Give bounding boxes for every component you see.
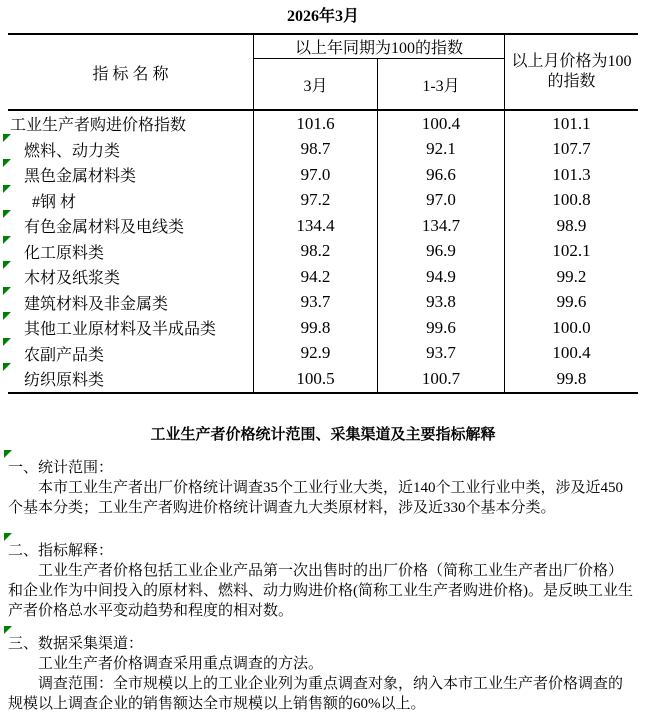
row-value-ytd: 94.9 — [377, 264, 504, 290]
row-value-mom: 99.8 — [504, 366, 638, 392]
table-row — [8, 315, 638, 341]
row-value-mom: 102.1 — [504, 239, 638, 265]
row-label: 纺织原料类 — [24, 372, 105, 390]
row-value-ytd: 97.0 — [377, 188, 504, 214]
green-flag-marker-icon — [4, 533, 12, 541]
section-title: 三、数据采集渠道： — [8, 635, 144, 652]
green-flag-marker-icon — [3, 134, 11, 142]
header-ytd: 1-3月 — [377, 59, 504, 109]
row-value-month: 92.9 — [253, 341, 377, 367]
row-value-ytd: 134.7 — [377, 213, 504, 239]
row-label: #钢 材 — [32, 193, 77, 211]
section-paragraph: 本市工业生产者出厂价格统计调查35个工业行业大类，近140个工业行业中类，涉及近450个基本分类；工业生产者购进价格统计调查九大类原材料，涉及近330个基本分类。 — [8, 479, 624, 516]
row-value-month: 93.7 — [253, 290, 377, 316]
table-row — [8, 264, 638, 290]
green-flag-marker-icon — [3, 287, 11, 295]
table-row — [8, 239, 638, 265]
green-flag-marker-icon — [3, 185, 11, 193]
row-value-month: 94.2 — [253, 264, 377, 290]
table-row — [8, 188, 638, 214]
row-value-ytd: 99.6 — [377, 315, 504, 341]
green-flag-marker-icon — [3, 261, 11, 269]
row-value-month: 98.7 — [253, 137, 377, 163]
page-title: 2026年3月 — [286, 8, 359, 25]
table-row — [8, 341, 638, 367]
row-value-ytd: 93.7 — [377, 341, 504, 367]
row-label: 有色金属材料及电线类 — [24, 219, 185, 237]
green-flag-marker-icon — [3, 210, 11, 218]
header-yoy-group: 以上年同期为100的指数 — [253, 35, 504, 59]
row-value-mom: 98.9 — [504, 213, 638, 239]
header-month: 3月 — [253, 59, 377, 109]
table-row — [8, 213, 638, 239]
row-value-month: 98.2 — [253, 239, 377, 265]
green-flag-marker-icon — [3, 363, 11, 371]
row-label: 建筑材料及非金属类 — [24, 295, 169, 313]
row-value-month: 99.8 — [253, 315, 377, 341]
green-flag-marker-icon — [3, 312, 11, 320]
row-value-month: 97.0 — [253, 162, 377, 188]
row-value-mom: 101.3 — [504, 162, 638, 188]
table-row — [8, 290, 638, 316]
row-label: 工业生产者购进价格指数 — [10, 117, 187, 135]
section-paragraph: 工业生产者价格包括工业企业产品第一次出售时的出厂价格（简称工业生产者出厂价格）和企业作为中间投入的原材料、燃料、动力购进价格(简称工业生产者购进价格)。是反映工业生产者价格总水平变动趋势和程度的相对数。 — [8, 562, 633, 619]
table-header — [8, 33, 638, 111]
row-label: 黑色金属材料类 — [24, 168, 137, 186]
row-value-mom: 100.8 — [504, 188, 638, 214]
table-row — [8, 137, 638, 163]
table-row — [8, 162, 638, 188]
table-body — [8, 111, 638, 394]
row-value-mom: 99.6 — [504, 290, 638, 316]
row-label: 燃料、动力类 — [24, 142, 121, 160]
price-index-table — [8, 33, 638, 394]
green-flag-marker-icon — [4, 450, 12, 458]
row-value-ytd: 100.7 — [377, 366, 504, 392]
row-value-mom: 100.0 — [504, 315, 638, 341]
table-row — [8, 111, 638, 137]
row-value-mom: 107.7 — [504, 137, 638, 163]
row-label: 木材及纸浆类 — [24, 270, 121, 288]
row-value-mom: 101.1 — [504, 111, 638, 137]
row-value-ytd: 96.6 — [377, 162, 504, 188]
notes-heading: 工业生产者价格统计范围、采集渠道及主要指标解释 — [150, 426, 496, 443]
row-label: 其他工业原材料及半成品类 — [24, 321, 217, 339]
section-title: 二、指标解释： — [8, 542, 114, 559]
notes-section-scope — [8, 458, 636, 518]
green-flag-marker-icon — [3, 236, 11, 244]
green-flag-marker-icon — [3, 338, 11, 346]
row-value-ytd: 100.4 — [377, 111, 504, 137]
green-flag-marker-icon — [3, 159, 11, 167]
header-indicator-name: 指 标 名 称 — [92, 65, 169, 83]
notes-section-definitions — [8, 541, 636, 621]
row-label: 农副产品类 — [24, 346, 105, 364]
row-value-ytd: 92.1 — [377, 137, 504, 163]
row-value-mom: 99.2 — [504, 264, 638, 290]
section-title: 一、统计范围： — [8, 459, 114, 476]
header-mom-index: 以上月价格为100的指数 — [504, 35, 638, 109]
row-value-month: 101.6 — [253, 111, 377, 137]
row-value-ytd: 96.9 — [377, 239, 504, 265]
section-paragraph: 调查范围：全市规模以上的工业企业列为重点调查对象，纳入本市工业生产者价格调查的规模以上调查企业的销售额达全市规模以上销售额的60%以上。 — [8, 675, 624, 712]
row-value-mom: 100.4 — [504, 341, 638, 367]
table-row — [8, 366, 638, 392]
row-value-month: 97.2 — [253, 188, 377, 214]
section-paragraph: 工业生产者价格调查采用重点调查的方法。 — [38, 655, 324, 672]
green-flag-marker-icon — [4, 626, 12, 634]
row-value-month: 134.4 — [253, 213, 377, 239]
row-value-ytd: 93.8 — [377, 290, 504, 316]
row-label: 化工原料类 — [24, 244, 105, 262]
row-value-month: 100.5 — [253, 366, 377, 392]
notes-section-collection — [8, 634, 636, 714]
